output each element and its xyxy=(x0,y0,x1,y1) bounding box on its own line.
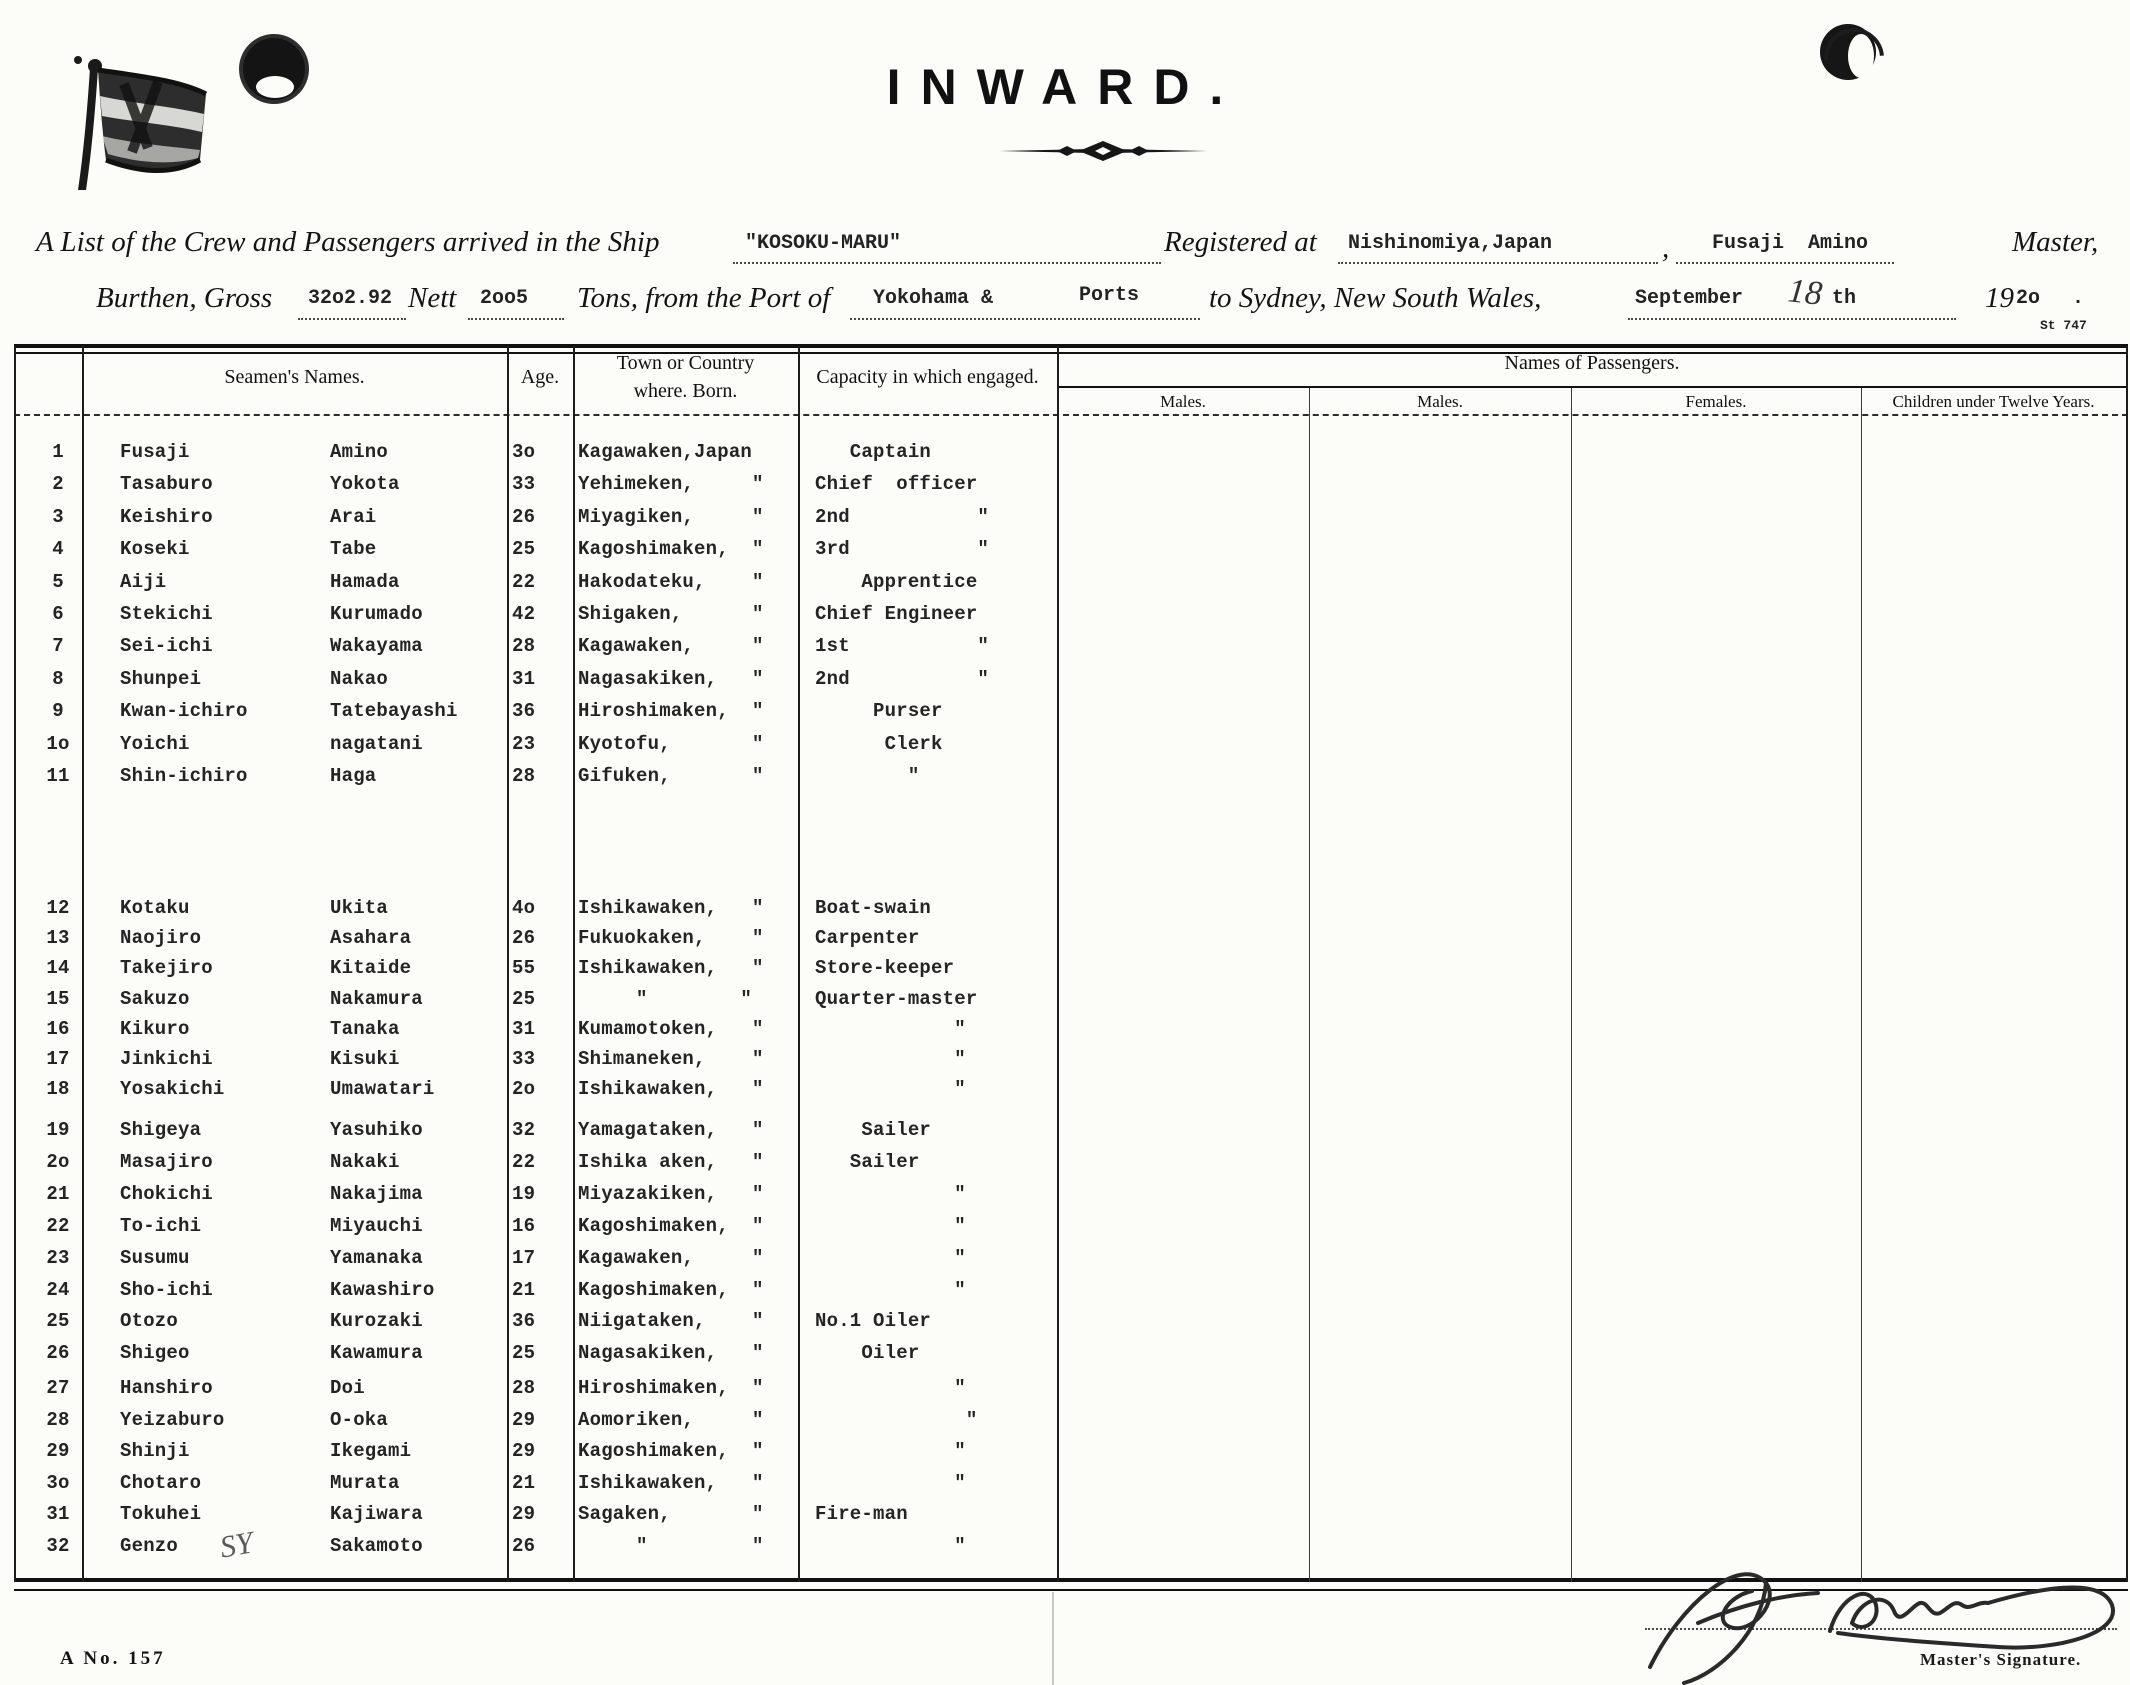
table-row xyxy=(0,1048,2128,1076)
crew-first-name: Sho-ichi xyxy=(120,1278,213,1301)
crew-age: 36 xyxy=(512,700,536,723)
crew-number: 19 xyxy=(46,1119,70,1141)
crew-birthplace: Kagawaken,Japan xyxy=(578,441,753,463)
column-header-capacity: Capacity in which engaged. xyxy=(816,366,1039,388)
crew-first-name: Sakuzo xyxy=(120,987,190,1010)
crew-number: 25 xyxy=(46,1310,70,1333)
crew-age: 33 xyxy=(512,473,536,496)
crew-age: 4o xyxy=(512,897,536,919)
crew-birthplace: " " xyxy=(578,987,753,1010)
fill-line xyxy=(1628,318,1956,320)
crew-last-name: Tanaka xyxy=(330,1017,400,1040)
crew-capacity: " xyxy=(815,1182,966,1205)
table-row xyxy=(0,733,2128,761)
crew-number: 1o xyxy=(46,732,70,755)
column-header-passengers: Names of Passengers. xyxy=(1504,352,1680,374)
crew-number: 5 xyxy=(52,570,64,593)
crew-last-name: Yokota xyxy=(330,473,400,496)
crew-last-name: Nakao xyxy=(330,667,389,690)
column-header-age: Age. xyxy=(520,366,560,388)
crew-birthplace: " " xyxy=(578,1535,764,1557)
crew-age: 31 xyxy=(512,1017,536,1040)
crew-number: 17 xyxy=(46,1048,70,1070)
printed-nett: Nett xyxy=(408,282,457,314)
crew-number: 14 xyxy=(46,957,70,980)
crew-last-name: Tatebayashi xyxy=(330,700,458,723)
crew-first-name: Tasaburo xyxy=(120,473,213,496)
crew-last-name: Kurozaki xyxy=(330,1310,423,1333)
table-row xyxy=(0,635,2128,663)
table-row xyxy=(0,897,2128,925)
table-row xyxy=(0,1247,2128,1275)
crew-age: 25 xyxy=(512,538,536,561)
column-header-males-2: Males. xyxy=(1417,392,1463,411)
crew-birthplace: Sagaken, " xyxy=(578,1503,764,1526)
arrival-day-suffix: th xyxy=(1832,287,1857,310)
crew-capacity: 2nd " xyxy=(815,667,990,690)
crew-last-name: Doi xyxy=(330,1377,365,1399)
crew-age: 21 xyxy=(512,1471,536,1494)
crew-age: 33 xyxy=(512,1048,536,1070)
column-header-town-line2: where. Born. xyxy=(633,380,738,402)
crew-capacity: Oiler xyxy=(815,1342,920,1365)
column-header-females: Females. xyxy=(1685,392,1747,411)
crew-birthplace: Gifuken, " xyxy=(578,765,764,787)
period-mark: . xyxy=(2072,287,2085,310)
crew-number: 32 xyxy=(46,1535,70,1557)
crew-number: 29 xyxy=(46,1440,70,1463)
crew-age: 28 xyxy=(512,1377,536,1399)
crew-birthplace: Ishikawaken, " xyxy=(578,1471,764,1494)
crew-first-name: Genzo xyxy=(120,1535,179,1557)
crew-birthplace: Hiroshimaken, " xyxy=(578,700,764,723)
crew-birthplace: Ishika aken, " xyxy=(578,1150,764,1173)
crew-last-name: Miyauchi xyxy=(330,1214,423,1237)
crew-first-name: Kikuro xyxy=(120,1017,190,1040)
printed-destination: to Sydney, New South Wales, xyxy=(1209,282,1542,314)
crew-last-name: Kurumado xyxy=(330,603,423,625)
handwritten-annotation: SY xyxy=(217,1524,256,1565)
crew-capacity: Clerk xyxy=(815,732,943,755)
crew-capacity: Apprentice xyxy=(815,570,978,593)
printed-master-label: Master, xyxy=(2012,226,2099,258)
crew-number: 11 xyxy=(46,765,70,787)
crew-number: 26 xyxy=(46,1342,70,1365)
crew-number: 23 xyxy=(46,1246,70,1269)
crew-last-name: Tabe xyxy=(330,538,377,561)
crew-first-name: Chokichi xyxy=(120,1182,213,1205)
crew-number: 13 xyxy=(46,927,70,950)
crew-first-name: Masajiro xyxy=(120,1150,213,1173)
crew-number: 9 xyxy=(52,700,64,723)
crew-birthplace: Hiroshimaken, " xyxy=(578,1377,764,1399)
crew-first-name: Sei-ichi xyxy=(120,635,213,658)
crew-birthplace: Ishikawaken, " xyxy=(578,1078,764,1101)
crew-first-name: Jinkichi xyxy=(120,1048,213,1070)
crew-number: 16 xyxy=(46,1017,70,1040)
form-number: A No. 157 xyxy=(60,1648,166,1669)
title-divider-ornament xyxy=(995,138,1211,164)
crew-first-name: Chotaro xyxy=(120,1471,202,1494)
crew-capacity: " xyxy=(815,1246,966,1269)
crew-birthplace: Ishikawaken, " xyxy=(578,897,764,919)
form-corner-mark: St 747 xyxy=(2040,318,2087,333)
crew-capacity: Boat-swain xyxy=(815,897,932,919)
table-row xyxy=(0,988,2128,1016)
table-row xyxy=(0,1472,2128,1500)
crew-birthplace: Kumamotoken, " xyxy=(578,1017,764,1040)
crew-first-name: Shin-ichiro xyxy=(120,765,248,787)
crew-number: 3o xyxy=(46,1471,70,1494)
crew-number: 22 xyxy=(46,1214,70,1237)
crew-age: 36 xyxy=(512,1310,536,1333)
crew-capacity: " xyxy=(815,765,920,787)
crew-capacity: Carpenter xyxy=(815,927,920,950)
crew-number: 28 xyxy=(46,1408,70,1431)
crew-age: 29 xyxy=(512,1440,536,1463)
crew-capacity: " xyxy=(815,1214,966,1237)
printed-burthen-gross: Burthen, Gross xyxy=(96,282,273,314)
crew-birthplace: Niigataken, " xyxy=(578,1310,764,1333)
crew-last-name: Kitaide xyxy=(330,957,412,980)
crew-last-name: Kawamura xyxy=(330,1342,423,1365)
table-row xyxy=(0,765,2128,793)
crew-first-name: Keishiro xyxy=(120,505,213,528)
crew-birthplace: Shimaneken, " xyxy=(578,1048,764,1070)
table-row xyxy=(0,1440,2128,1468)
column-header-town-line1: Town or Country xyxy=(616,352,755,374)
crew-number: 6 xyxy=(52,603,64,625)
crew-last-name: O-oka xyxy=(330,1408,389,1431)
crew-first-name: Kwan-ichiro xyxy=(120,700,248,723)
crew-capacity: " xyxy=(815,1017,966,1040)
table-row xyxy=(0,668,2128,696)
crew-capacity: " xyxy=(815,1048,966,1070)
crew-birthplace: Aomoriken, " xyxy=(578,1408,764,1431)
page-fold-mark xyxy=(1052,1592,1054,1685)
crew-birthplace: Kagawaken, " xyxy=(578,635,764,658)
crew-birthplace: Nagasakiken, " xyxy=(578,667,764,690)
column-header-males-1: Males. xyxy=(1160,392,1206,411)
crew-last-name: Yamanaka xyxy=(330,1246,423,1269)
fill-line xyxy=(1338,262,1658,264)
table-row xyxy=(0,1377,2128,1405)
crew-capacity: " xyxy=(815,1440,966,1463)
crew-first-name: Takejiro xyxy=(120,957,213,980)
master-name-value: Fusaji Amino xyxy=(1712,232,1869,255)
crew-last-name: Ukita xyxy=(330,897,389,919)
printed-tons-from-port: Tons, from the Port of xyxy=(577,282,831,314)
crew-capacity: 3rd " xyxy=(815,538,990,561)
crew-first-name: Yoichi xyxy=(120,732,190,755)
crew-last-name: nagatani xyxy=(330,732,423,755)
crew-first-name: Koseki xyxy=(120,538,190,561)
table-row xyxy=(0,1018,2128,1046)
crew-age: 29 xyxy=(512,1503,536,1526)
port-of-origin-value: Yokohama & xyxy=(873,287,994,310)
crew-birthplace: Nagasakiken, " xyxy=(578,1342,764,1365)
ship-name-value: "KOSOKU-MARU" xyxy=(745,232,902,255)
crew-first-name: Kotaku xyxy=(120,897,190,919)
crew-birthplace: Shigaken, " xyxy=(578,603,764,625)
table-row xyxy=(0,1183,2128,1211)
crew-age: 21 xyxy=(512,1278,536,1301)
crew-number: 21 xyxy=(46,1182,70,1205)
crew-last-name: Kisuki xyxy=(330,1048,400,1070)
fill-line xyxy=(1676,262,1894,264)
crew-number: 31 xyxy=(46,1503,70,1526)
year-typed-value: 2o xyxy=(2016,287,2041,310)
crew-birthplace: Kagoshimaken, " xyxy=(578,1214,764,1237)
crew-number: 4 xyxy=(52,538,64,561)
crew-last-name: Nakaki xyxy=(330,1150,400,1173)
table-row xyxy=(0,1078,2128,1106)
crew-capacity: Quarter-master xyxy=(815,987,978,1010)
header-bottom-rule xyxy=(14,414,2128,416)
crew-birthplace: Kagoshimaken, " xyxy=(578,1440,764,1463)
table-top-rule xyxy=(14,344,2128,348)
table-row xyxy=(0,603,2128,631)
crew-last-name: Haga xyxy=(330,765,377,787)
crew-first-name: Aiji xyxy=(120,570,167,593)
table-row xyxy=(0,538,2128,566)
table-row xyxy=(0,700,2128,728)
column-header-seamen-names: Seamen's Names. xyxy=(224,366,365,388)
crew-capacity: " xyxy=(815,1408,978,1431)
crew-age: 42 xyxy=(512,603,536,625)
crew-first-name: Hanshiro xyxy=(120,1377,213,1399)
crew-first-name: Shigeo xyxy=(120,1342,190,1365)
crew-number: 12 xyxy=(46,897,70,919)
crew-last-name: Sakamoto xyxy=(330,1535,423,1557)
crew-capacity: 2nd " xyxy=(815,505,990,528)
crew-capacity: Purser xyxy=(815,700,943,723)
column-header-children: Children under Twelve Years. xyxy=(1892,392,2095,411)
crew-last-name: Wakayama xyxy=(330,635,423,658)
table-row xyxy=(0,1279,2128,1307)
crew-first-name: Fusaji xyxy=(120,441,190,463)
crew-capacity: Sailer xyxy=(815,1150,920,1173)
table-row xyxy=(0,957,2128,985)
crew-first-name: Otozo xyxy=(120,1310,179,1333)
signature-label: Master's Signature. xyxy=(1920,1650,2082,1669)
printed-ship-label: A List of the Crew and Passengers arrived in the Ship xyxy=(36,226,660,258)
gross-tonnage-value: 32o2.92 xyxy=(308,287,393,310)
crew-age: 16 xyxy=(512,1214,536,1237)
crew-birthplace: Kagawaken, " xyxy=(578,1246,764,1269)
crew-capacity: " xyxy=(815,1278,966,1301)
crew-age: 22 xyxy=(512,570,536,593)
crew-age: 22 xyxy=(512,1150,536,1173)
ports-value: Ports xyxy=(1079,284,1140,307)
comma-separator: , xyxy=(1662,232,1670,264)
crew-capacity: Sailer xyxy=(815,1119,932,1141)
crew-number: 15 xyxy=(46,987,70,1010)
crew-capacity: " xyxy=(815,1078,966,1101)
printed-registered-at: Registered at xyxy=(1164,226,1317,258)
crew-birthplace: Kagoshimaken, " xyxy=(578,1278,764,1301)
nett-tonnage-value: 2oo5 xyxy=(480,287,529,310)
table-row xyxy=(0,1503,2128,1531)
table-row xyxy=(0,506,2128,534)
crew-capacity: " xyxy=(815,1535,966,1557)
fill-line xyxy=(850,318,1200,320)
crew-number: 27 xyxy=(46,1377,70,1399)
crew-number: 2o xyxy=(46,1150,70,1173)
table-row xyxy=(0,441,2128,469)
crew-capacity: Chief officer xyxy=(815,473,978,496)
crew-age: 25 xyxy=(512,1342,536,1365)
crew-first-name: Shinji xyxy=(120,1440,190,1463)
table-row xyxy=(0,1310,2128,1338)
crew-first-name: Stekichi xyxy=(120,603,213,625)
crew-capacity: Captain xyxy=(815,441,932,463)
crew-last-name: Arai xyxy=(330,505,377,528)
crew-birthplace: Miyazakiken, " xyxy=(578,1182,764,1205)
crew-last-name: Yasuhiko xyxy=(330,1119,423,1141)
crew-birthplace: Hakodateku, " xyxy=(578,570,764,593)
crew-capacity: " xyxy=(815,1377,966,1399)
crew-age: 19 xyxy=(512,1182,536,1205)
crew-age: 31 xyxy=(512,667,536,690)
crew-number: 8 xyxy=(52,667,64,690)
crew-number: 24 xyxy=(46,1278,70,1301)
crew-age: 26 xyxy=(512,505,536,528)
table-row xyxy=(0,1151,2128,1179)
crew-first-name: Shigeya xyxy=(120,1119,202,1141)
crew-age: 55 xyxy=(512,957,536,980)
crew-age: 17 xyxy=(512,1246,536,1269)
crew-number: 18 xyxy=(46,1078,70,1101)
fill-line xyxy=(733,262,1161,264)
crew-last-name: Kawashiro xyxy=(330,1278,435,1301)
crew-age: 3o xyxy=(512,441,536,463)
crew-birthplace: Kyotofu, " xyxy=(578,732,764,755)
crew-first-name: To-ichi xyxy=(120,1214,202,1237)
table-row xyxy=(0,1215,2128,1243)
crew-first-name: Susumu xyxy=(120,1246,190,1269)
table-row xyxy=(0,1409,2128,1437)
crew-number: 7 xyxy=(52,635,64,658)
crew-capacity: Store-keeper xyxy=(815,957,955,980)
crew-capacity: " xyxy=(815,1471,966,1494)
fill-line xyxy=(468,318,564,320)
crew-last-name: Nakamura xyxy=(330,987,423,1010)
fill-line xyxy=(298,318,406,320)
crew-birthplace: Fukuokaken, " xyxy=(578,927,764,950)
table-row xyxy=(0,1119,2128,1147)
table-row xyxy=(0,927,2128,955)
crew-age: 32 xyxy=(512,1119,536,1141)
crew-first-name: Shunpei xyxy=(120,667,202,690)
crew-number: 3 xyxy=(52,505,64,528)
crew-age: 26 xyxy=(512,1535,536,1557)
crew-age: 25 xyxy=(512,987,536,1010)
crew-capacity: Fire-man xyxy=(815,1503,908,1526)
crew-age: 28 xyxy=(512,635,536,658)
crew-number: 2 xyxy=(52,473,64,496)
crew-age: 2o xyxy=(512,1078,536,1101)
crew-age: 26 xyxy=(512,927,536,950)
crew-first-name: Naojiro xyxy=(120,927,202,950)
page-title: INWARD. xyxy=(886,59,1244,115)
registered-at-value: Nishinomiya,Japan xyxy=(1348,232,1553,255)
crew-last-name: Hamada xyxy=(330,570,400,593)
crew-age: 28 xyxy=(512,765,536,787)
crew-first-name: Yosakichi xyxy=(120,1078,225,1101)
arrival-month-value: September xyxy=(1635,287,1744,310)
crew-age: 23 xyxy=(512,732,536,755)
passengers-header-rule xyxy=(1057,386,2127,388)
crew-last-name: Ikegami xyxy=(330,1440,412,1463)
crew-last-name: Nakajima xyxy=(330,1182,423,1205)
crew-last-name: Amino xyxy=(330,441,389,463)
table-row xyxy=(0,1342,2128,1370)
crew-birthplace: Yamagataken, " xyxy=(578,1119,764,1141)
printed-year-prefix: 19 xyxy=(1985,282,2014,314)
crew-birthplace: Ishikawaken, " xyxy=(578,957,764,980)
crew-capacity: 1st " xyxy=(815,635,990,658)
crew-capacity: Chief Engineer xyxy=(815,603,978,625)
table-row xyxy=(0,473,2128,501)
crew-age: 29 xyxy=(512,1408,536,1431)
crew-capacity: No.1 Oiler xyxy=(815,1310,932,1333)
crew-first-name: Yeizaburo xyxy=(120,1408,225,1431)
crew-last-name: Umawatari xyxy=(330,1078,435,1101)
crew-last-name: Kajiwara xyxy=(330,1503,423,1526)
crew-last-name: Asahara xyxy=(330,927,412,950)
crew-birthplace: Yehimeken, " xyxy=(578,473,764,496)
crew-last-name: Murata xyxy=(330,1471,400,1494)
crew-birthplace: Kagoshimaken, " xyxy=(578,538,764,561)
arrival-day-handwritten: 18 xyxy=(1786,272,1824,313)
table-row xyxy=(0,571,2128,599)
crew-number: 1 xyxy=(52,441,64,463)
crew-first-name: Tokuhei xyxy=(120,1503,202,1526)
crew-birthplace: Miyagiken, " xyxy=(578,505,764,528)
